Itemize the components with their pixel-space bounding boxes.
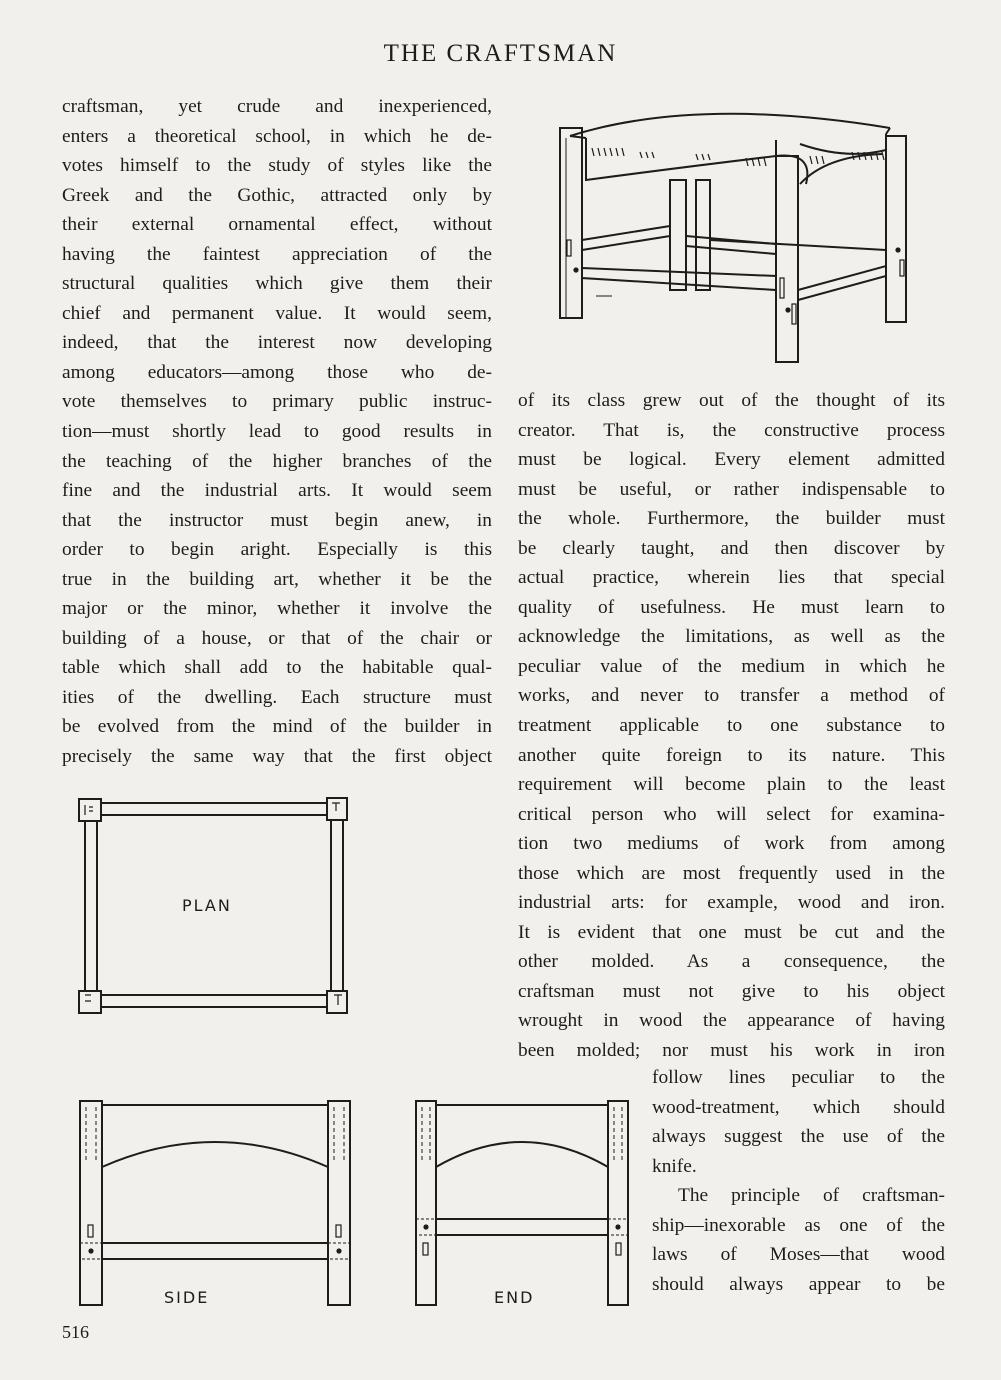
text-line: knife. — [652, 1155, 697, 1177]
text-line: requirement will become plain to the least — [518, 774, 945, 796]
text-line: always suggest the use of the — [652, 1126, 945, 1148]
right-column — [518, 386, 945, 1066]
text-line: other molded. As a consequence, the — [518, 951, 945, 973]
text-line: ship—inexorable as one of the — [652, 1214, 945, 1236]
left-column — [62, 92, 492, 772]
text-line: chief and permanent value. It would seem, — [62, 302, 492, 324]
plan-label: PLAN — [182, 896, 232, 915]
text-line: major or the minor, whether it involve the — [62, 598, 492, 620]
text-line: be evolved from the mind of the builder in — [62, 716, 492, 738]
text-line: craftsman, yet crude and inexperienced, — [62, 96, 492, 117]
text-line: having the faintest appreciation of the — [62, 243, 492, 265]
text-line: treatment applicable to one substance to — [518, 715, 945, 737]
text-line: laws of Moses—that wood — [652, 1244, 945, 1266]
text-line: critical person who will select for examina- — [518, 803, 945, 825]
text-line: table which shall add to the habitable qual- — [62, 657, 492, 679]
text-line: wrought in wood the appearance of having — [518, 1010, 945, 1032]
text-line: must be useful, or rather indispensable to — [518, 478, 945, 500]
stool-perspective-illustration — [556, 100, 916, 368]
side-elevation-diagram — [76, 1097, 356, 1311]
text-line: creator. That is, the constructive process — [518, 419, 945, 441]
text-line: quality of usefulness. He must learn to — [518, 596, 945, 618]
text-line: peculiar value of the medium in which he — [518, 655, 945, 677]
text-line: that the instructor must begin anew, in — [62, 509, 492, 531]
text-line: the whole. Furthermore, the builder must — [518, 508, 945, 530]
text-line: the teaching of the higher branches of the — [62, 450, 492, 472]
text-line: Greek and the Gothic, attracted only by — [62, 184, 492, 206]
text-line: precisely the same way that the first object — [62, 746, 492, 768]
text-line: tion two mediums of work from among — [518, 833, 945, 855]
text-line: been molded; nor must his work in iron — [518, 1040, 945, 1062]
text-line: among educators—among those who de- — [62, 361, 492, 383]
text-line: craftsman must not give to his object — [518, 980, 945, 1002]
text-line: those which are most frequently used in the — [518, 862, 945, 884]
text-line: order to begin aright. Especially is this — [62, 539, 492, 561]
text-line: of its class grew out of the thought of its — [518, 390, 945, 411]
text-line: should always appear to be — [652, 1273, 945, 1295]
text-line: enters a theoretical school, in which he de- — [62, 125, 492, 147]
text-line: actual practice, wherein lies that special — [518, 567, 945, 589]
text-line: their external ornamental effect, without — [62, 214, 492, 236]
end-elevation-diagram — [412, 1097, 634, 1311]
plan-diagram — [76, 795, 352, 1017]
text-line: wood-treatment, which should — [652, 1096, 945, 1118]
text-line: ities of the dwelling. Each structure must — [62, 686, 492, 708]
text-line: The principle of craftsman- — [678, 1185, 945, 1207]
text-line: fine and the industrial arts. It would seem — [62, 480, 492, 502]
text-line: It is evident that one must be cut and the — [518, 921, 945, 943]
text-line: works, and never to transfer a method of — [518, 685, 945, 707]
text-line: be clearly taught, and then discover by — [518, 537, 945, 559]
right-column-narrow — [652, 1063, 945, 1299]
text-line: follow lines peculiar to the — [652, 1067, 945, 1088]
text-line: tion—must shortly lead to good results in — [62, 421, 492, 443]
text-line: another quite foreign to its nature. This — [518, 744, 945, 766]
text-line: true in the building art, whether it be the — [62, 568, 492, 590]
text-line: industrial arts: for example, wood and iron. — [518, 892, 945, 914]
text-line: indeed, that the interest now developing — [62, 332, 492, 354]
end-label: END — [494, 1288, 535, 1307]
page-number: 516 — [62, 1322, 89, 1342]
text-line: acknowledge the limitations, as well as the — [518, 626, 945, 648]
running-title: THE CRAFTSMAN — [383, 40, 618, 67]
text-line: votes himself to the study of styles like the — [62, 155, 492, 177]
text-line: vote themselves to primary public instruc- — [62, 391, 492, 413]
text-line: structural qualities which give them their — [62, 273, 492, 295]
side-label: SIDE — [164, 1288, 210, 1307]
text-line: must be logical. Every element admitted — [518, 449, 945, 471]
text-line: building of a house, or that of the chair or — [62, 627, 492, 649]
